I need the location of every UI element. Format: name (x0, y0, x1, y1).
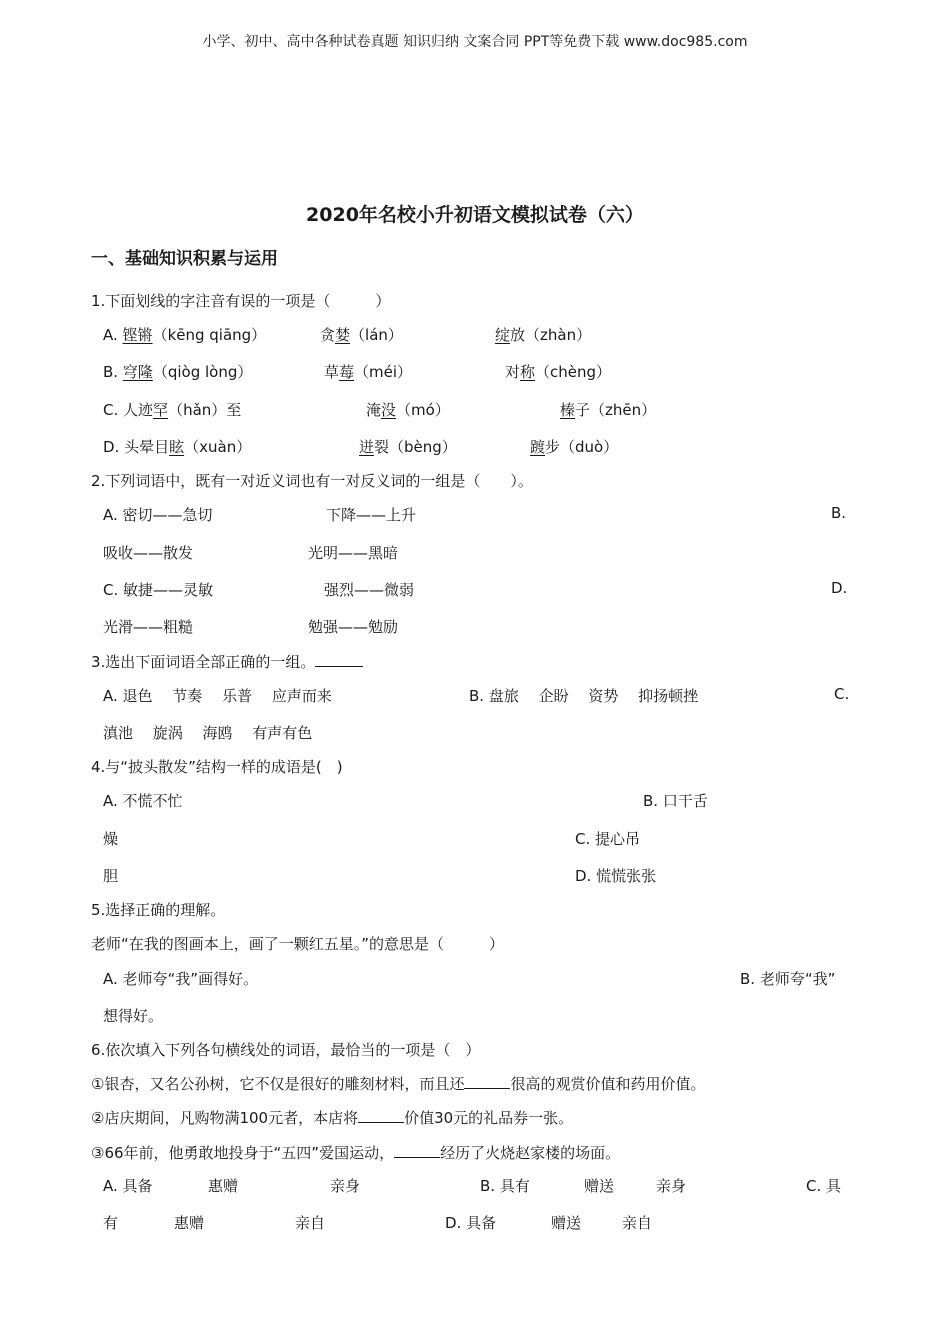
q4-option-c-continued: 胆 (103, 867, 119, 885)
q6-option-d: D. 具备 (445, 1214, 497, 1232)
q6-sentence-1: ①银杏，又名公孙树，它不仅是很好的雕刻材料，而且还 很高的观赏价值和药用价值。 (91, 1075, 706, 1093)
q6-option-b-3: 亲身 (656, 1177, 687, 1195)
q4-option-b: B. 口干舌 (643, 792, 708, 810)
q4-option-a: A. 不慌不忙 (103, 792, 183, 810)
q1-option-a: A. 铿锵（kēng qiāng） (103, 326, 267, 344)
q2-option-b-label: B. (831, 504, 847, 522)
q1-option-c: C. 人迹罕（hǎn）至 (103, 401, 242, 419)
q6-option-a-2: 惠赠 (208, 1177, 239, 1195)
q6-option-d-2: 赠送 (551, 1214, 582, 1232)
question-6: 6.依次填入下列各句横线处的词语，最恰当的一项是（ ） (91, 1041, 481, 1059)
q1-option-c-3: 榛子（zhēn） (560, 401, 657, 419)
question-3: 3.选出下面词语全部正确的一组。 (91, 651, 363, 672)
q2-option-d: 光滑——粗糙 (103, 618, 194, 636)
q6-sentence-2: ②店庆期间，凡购物满100元者，本店将 价值30元的礼品券一张。 (91, 1109, 574, 1127)
q1-option-a-3: 绽放（zhàn） (495, 326, 592, 344)
q2-option-c-2: 强烈——微弱 (324, 581, 415, 599)
exam-title: 2020年名校小升初语文模拟试卷（六） (306, 204, 644, 226)
q3-option-c-label: C. (834, 685, 850, 703)
q2-option-a-2: 下降——上升 (326, 506, 417, 524)
question-5: 5.选择正确的理解。 (91, 901, 226, 919)
q6-option-c: C. 具 (806, 1177, 842, 1195)
question-2: 2.下列词语中，既有一对近义词也有一对反义词的一组是（ ）。 (91, 472, 533, 490)
q4-option-b-continued: 燥 (103, 830, 119, 848)
question-1: 1.下面划线的字注音有误的一项是（ ） (91, 292, 391, 310)
q5-option-b-continued: 想得好。 (103, 1007, 164, 1025)
q6-option-c-2: 惠赠 (174, 1214, 205, 1232)
q2-option-c: C. 敏捷——灵敏 (103, 581, 214, 599)
section-heading: 一、基础知识积累与运用 (91, 249, 278, 269)
q1-option-c-2: 淹没（mó） (366, 401, 450, 419)
q2-option-a: A. 密切——急切 (103, 506, 213, 524)
q6-sentence-3: ③66年前，他勇敢地投身于“五四”爱国运动， 经历了火烧赵家楼的场面。 (91, 1144, 621, 1162)
question-4: 4.与“披头散发”结构一样的成语是( ) (91, 758, 343, 776)
q1-option-b-3: 对称（chèng） (505, 363, 612, 381)
q1-option-a-2: 贪婪（lán） (320, 326, 403, 344)
q1-option-d-3: 踱步（duò） (530, 438, 619, 456)
q5-option-a: A. 老师夸“我”画得好。 (103, 970, 259, 988)
q6-option-b-2: 赠送 (584, 1177, 615, 1195)
q3-option-a: A. 退色 节奏 乐普 应声而来 (103, 687, 332, 705)
q1-option-d: D. 头晕目眩（xuàn） (103, 438, 252, 456)
q1-option-b: B. 穹隆（qiòg lòng） (103, 363, 253, 381)
q6-option-c-3: 亲自 (295, 1214, 326, 1232)
question-5-sub: 老师“在我的图画本上，画了一颗红五星。”的意思是（ ） (91, 935, 505, 953)
page-header: 小学、初中、高中各种试卷真题 知识归纳 文案合同 PPT等免费下载 www.doc985.com (202, 34, 748, 50)
q5-option-b: B. 老师夸“我” (740, 970, 836, 988)
q2-option-d-2: 勉强——勉励 (308, 618, 399, 636)
q2-option-b: 吸收——散发 (103, 544, 194, 562)
q3-option-c: 滇池 旋涡 海鸥 有声有色 (103, 724, 313, 742)
q1-option-d-2: 迸裂（bèng） (359, 438, 457, 456)
q6-option-b: B. 具有 (480, 1177, 530, 1195)
q4-option-c: C. 提心吊 (575, 830, 641, 848)
q6-option-d-3: 亲自 (622, 1214, 653, 1232)
q6-option-a: A. 具备 (103, 1177, 153, 1195)
q3-option-b: B. 盘旅 企盼 资势 抑扬顿挫 (469, 687, 699, 705)
q4-option-d: D. 慌慌张张 (575, 867, 657, 885)
q6-option-c-continued: 有 (103, 1214, 119, 1232)
q1-option-b-2: 草莓（méi） (324, 363, 413, 381)
q2-option-b-2: 光明——黑暗 (308, 544, 399, 562)
q6-option-a-3: 亲身 (330, 1177, 361, 1195)
q2-option-d-label: D. (831, 579, 848, 597)
